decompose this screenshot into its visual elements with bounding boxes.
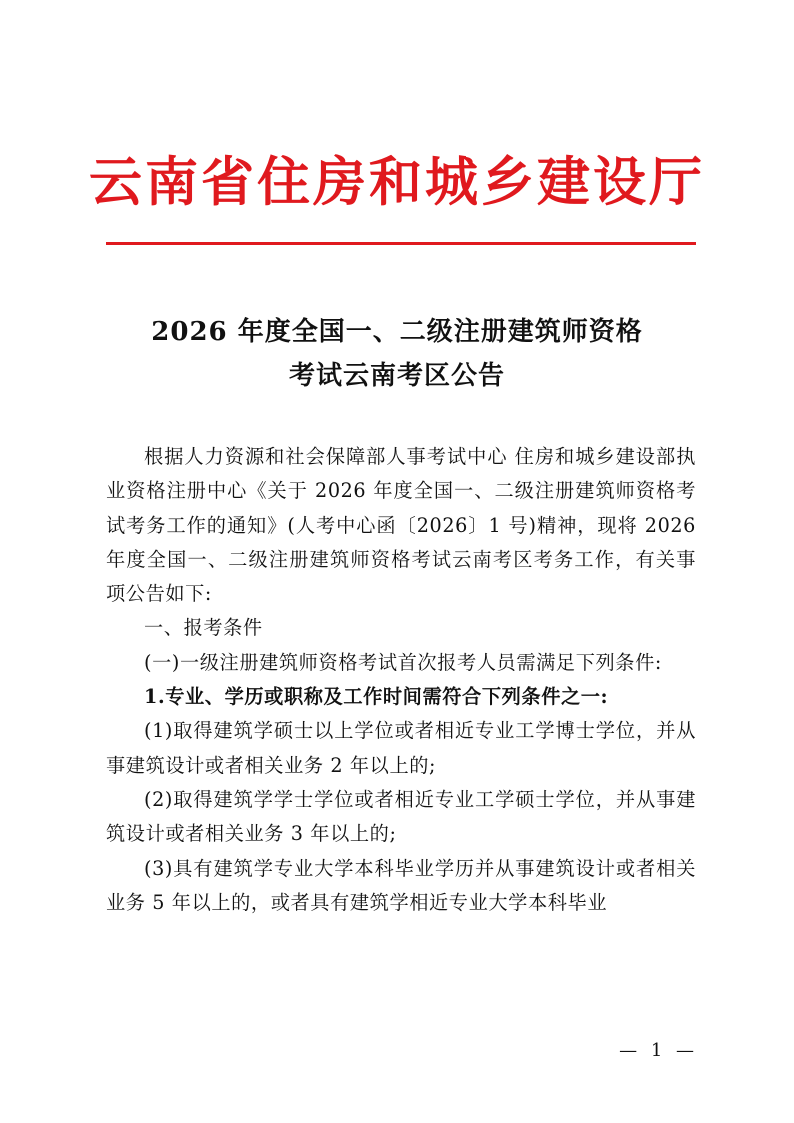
list-item: (2)取得建筑学学士学位或者相近专业工学硕士学位，并从事建筑设计或者相关业务 3 年以上的;	[106, 787, 696, 846]
subsection-paragraph: (一)一级注册建筑师资格考试首次报考人员需满足下列条件:	[144, 650, 662, 674]
list-item: (1)取得建筑学硕士以上学位或者相近专业工学博士学位，并从事建筑设计或者相关业务 2 年以上的;	[106, 719, 696, 777]
notice-title	[0, 310, 794, 398]
item-heading: 1.专业、学历或职称及工作时间需符合下列条件之一:	[144, 685, 609, 709]
letterhead-divider	[106, 242, 696, 245]
notice-title-line-1: 2026 年度全国一、二级注册建筑师资格	[151, 317, 643, 347]
notice-body	[106, 440, 696, 920]
agency-letterhead: 云南省住房和城乡建设厅	[89, 151, 705, 213]
list-item: (3)具有建筑学专业大学本科毕业学历并从事建筑设计或者相关业务 5 年以上的，或者具有建筑学相近专业大学本科毕业	[106, 856, 696, 914]
section-heading: 一、报考条件	[144, 616, 263, 640]
notice-title-line-2: 考试云南考区公告	[288, 361, 505, 391]
intro-paragraph: 根据人力资源和社会保障部人事考试中心 住房和城乡建设部执业资格注册中心《关于 2026 年度全国一、二级注册建筑师资格考试考务工作的通知》(人考中心函〔2026〕1 号)精神，现将 2026 年度全国一、二级注册建筑师资格考试云南考区考务工作，有关事项公告如下:	[106, 445, 696, 606]
page-number: — 1 —	[619, 1040, 698, 1061]
